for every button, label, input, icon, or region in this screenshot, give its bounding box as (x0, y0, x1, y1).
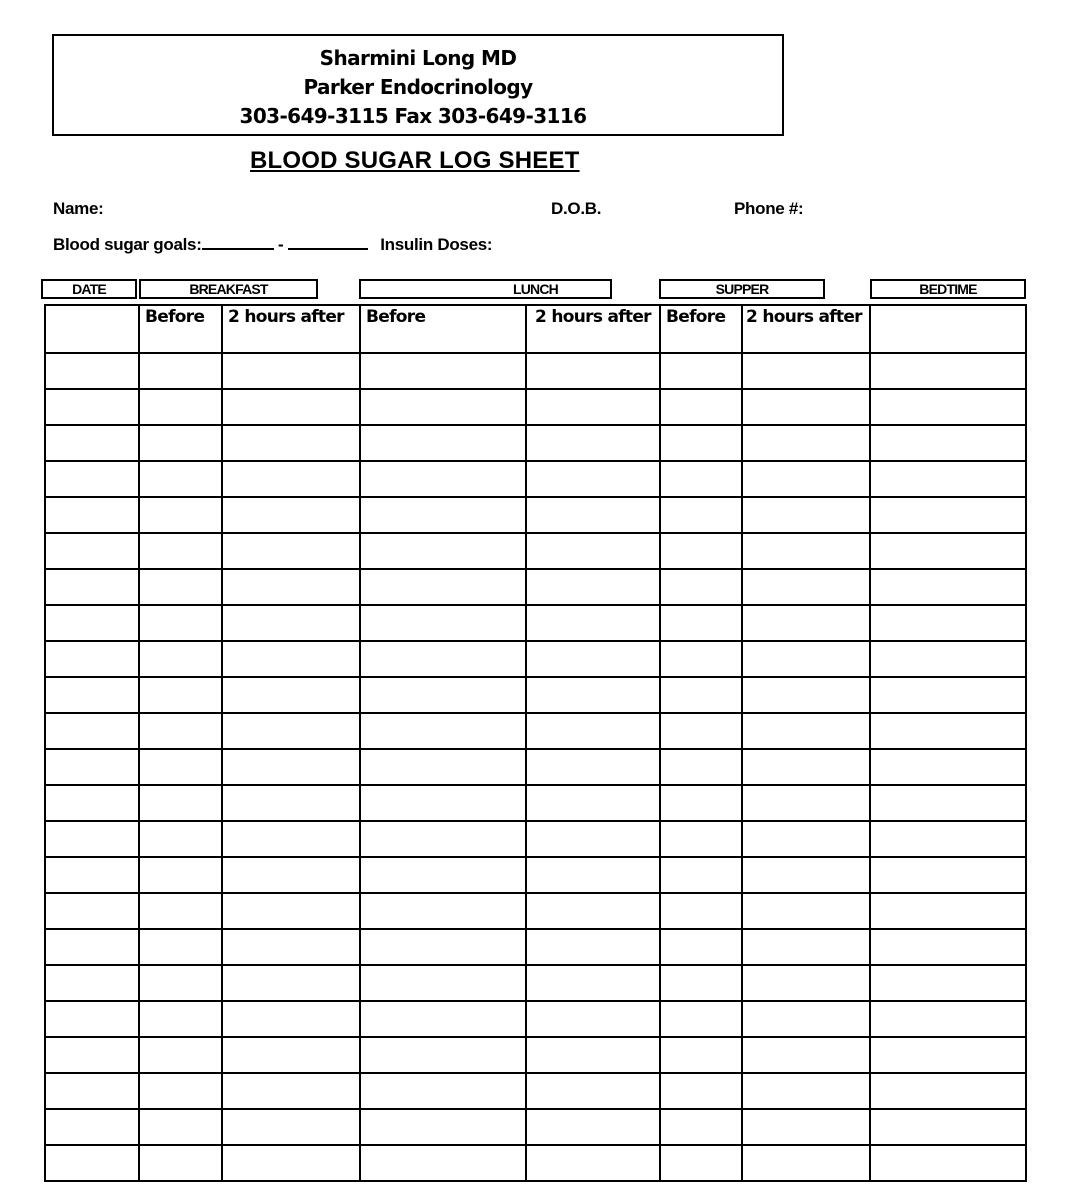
cell-supper-after[interactable] (742, 641, 870, 677)
cell-supper-before[interactable] (660, 641, 742, 677)
table-row (45, 1109, 1026, 1145)
cell-lunch-after[interactable] (526, 1037, 660, 1073)
cell-supper-before[interactable] (660, 749, 742, 785)
cell-bedtime[interactable] (870, 425, 1026, 461)
cell-breakfast-after[interactable] (222, 497, 360, 533)
cell-breakfast-after[interactable] (222, 965, 360, 1001)
cell-lunch-after[interactable] (526, 389, 660, 425)
cell-bedtime[interactable] (870, 533, 1026, 569)
cell-lunch-after[interactable] (526, 425, 660, 461)
cell-supper-before[interactable] (660, 785, 742, 821)
cell-breakfast-after[interactable] (222, 461, 360, 497)
cell-date[interactable] (45, 713, 139, 749)
goals-label: Blood sugar goals: (53, 235, 202, 254)
cell-breakfast-before[interactable] (139, 929, 222, 965)
table-row (45, 497, 1026, 533)
cell-bedtime[interactable] (870, 353, 1026, 389)
phone-label: Phone #: (734, 199, 804, 218)
table-row (45, 425, 1026, 461)
cell-breakfast-before[interactable] (139, 1001, 222, 1037)
cell-supper-after[interactable] (742, 461, 870, 497)
subheader-breakfast-after: 2 hours after (222, 305, 360, 353)
subheader-date (45, 305, 139, 353)
cell-date[interactable] (45, 1145, 139, 1181)
table-row (45, 857, 1026, 893)
log-table (44, 304, 1027, 1182)
cell-breakfast-after[interactable] (222, 1037, 360, 1073)
subheader-lunch-before: Before (360, 305, 526, 353)
table-row (45, 929, 1026, 965)
cell-breakfast-after[interactable] (222, 1001, 360, 1037)
cell-date[interactable] (45, 461, 139, 497)
cell-lunch-after[interactable] (526, 713, 660, 749)
cell-lunch-before[interactable] (360, 641, 526, 677)
table-row (45, 533, 1026, 569)
cell-bedtime[interactable] (870, 713, 1026, 749)
cell-date[interactable] (45, 389, 139, 425)
cell-lunch-before[interactable] (360, 677, 526, 713)
table-row (45, 461, 1026, 497)
subheader-breakfast-before: Before (139, 305, 222, 353)
cell-lunch-before[interactable] (360, 821, 526, 857)
cell-breakfast-after[interactable] (222, 641, 360, 677)
cell-bedtime[interactable] (870, 749, 1026, 785)
cell-supper-before[interactable] (660, 893, 742, 929)
cell-date[interactable] (45, 641, 139, 677)
clinic-header-box (52, 34, 784, 136)
cell-supper-before[interactable] (660, 497, 742, 533)
cell-supper-before[interactable] (660, 857, 742, 893)
cell-lunch-before[interactable] (360, 497, 526, 533)
cell-breakfast-before[interactable] (139, 1037, 222, 1073)
cell-supper-before[interactable] (660, 965, 742, 1001)
cell-breakfast-before[interactable] (139, 965, 222, 1001)
cell-lunch-before[interactable] (360, 1001, 526, 1037)
cell-breakfast-before[interactable] (139, 353, 222, 389)
cell-breakfast-before[interactable] (139, 821, 222, 857)
cell-bedtime[interactable] (870, 641, 1026, 677)
cell-breakfast-before[interactable] (139, 605, 222, 641)
cell-date[interactable] (45, 749, 139, 785)
table-row (45, 749, 1026, 785)
cell-supper-after[interactable] (742, 785, 870, 821)
cell-bedtime[interactable] (870, 785, 1026, 821)
cell-supper-before[interactable] (660, 1109, 742, 1145)
cell-date[interactable] (45, 893, 139, 929)
cell-bedtime[interactable] (870, 497, 1026, 533)
cell-supper-before[interactable] (660, 929, 742, 965)
cell-breakfast-after[interactable] (222, 425, 360, 461)
cell-supper-after[interactable] (742, 929, 870, 965)
cell-lunch-after[interactable] (526, 785, 660, 821)
cell-supper-before[interactable] (660, 569, 742, 605)
cell-bedtime[interactable] (870, 605, 1026, 641)
table-row (45, 641, 1026, 677)
cell-date[interactable] (45, 497, 139, 533)
cell-supper-before[interactable] (660, 425, 742, 461)
cell-lunch-after[interactable] (526, 821, 660, 857)
cell-lunch-before[interactable] (360, 713, 526, 749)
cell-breakfast-after[interactable] (222, 929, 360, 965)
goals-separator: - (278, 235, 284, 254)
meal-header-supper: SUPPER (659, 279, 825, 299)
cell-breakfast-after[interactable] (222, 1109, 360, 1145)
cell-date[interactable] (45, 569, 139, 605)
cell-date[interactable] (45, 821, 139, 857)
subheader-row (45, 305, 1026, 353)
cell-lunch-after[interactable] (526, 1073, 660, 1109)
doctor-name: Sharmini Long MD (319, 46, 517, 70)
cell-supper-after[interactable] (742, 1001, 870, 1037)
goal-max-blank[interactable] (288, 234, 368, 250)
table-row (45, 1037, 1026, 1073)
cell-lunch-before[interactable] (360, 785, 526, 821)
sheet-title: BLOOD SUGAR LOG SHEET (250, 147, 580, 174)
cell-lunch-before[interactable] (360, 857, 526, 893)
cell-supper-after[interactable] (742, 425, 870, 461)
cell-supper-before[interactable] (660, 389, 742, 425)
cell-breakfast-before[interactable] (139, 713, 222, 749)
cell-supper-after[interactable] (742, 1037, 870, 1073)
cell-supper-after[interactable] (742, 389, 870, 425)
cell-lunch-before[interactable] (360, 533, 526, 569)
cell-bedtime[interactable] (870, 1073, 1026, 1109)
goal-min-blank[interactable] (202, 234, 274, 250)
cell-date[interactable] (45, 1073, 139, 1109)
cell-breakfast-after[interactable] (222, 1073, 360, 1109)
practice-name: Parker Endocrinology (303, 75, 533, 99)
cell-supper-before[interactable] (660, 1001, 742, 1037)
cell-breakfast-before[interactable] (139, 857, 222, 893)
cell-breakfast-before[interactable] (139, 461, 222, 497)
cell-lunch-before[interactable] (360, 893, 526, 929)
contact-numbers: 303-649-3115 Fax 303-649-3116 (239, 104, 587, 128)
meal-header-breakfast: BREAKFAST (139, 279, 318, 299)
insulin-label: Insulin Doses: (380, 235, 493, 254)
table-row (45, 569, 1026, 605)
cell-lunch-after[interactable] (526, 569, 660, 605)
cell-lunch-after[interactable] (526, 749, 660, 785)
cell-lunch-after[interactable] (526, 929, 660, 965)
cell-date[interactable] (45, 1001, 139, 1037)
cell-bedtime[interactable] (870, 893, 1026, 929)
cell-supper-after[interactable] (742, 1109, 870, 1145)
cell-breakfast-after[interactable] (222, 677, 360, 713)
cell-lunch-after[interactable] (526, 1145, 660, 1181)
cell-supper-after[interactable] (742, 893, 870, 929)
cell-date[interactable] (45, 785, 139, 821)
cell-supper-before[interactable] (660, 677, 742, 713)
cell-breakfast-before[interactable] (139, 785, 222, 821)
cell-date[interactable] (45, 1037, 139, 1073)
cell-breakfast-before[interactable] (139, 533, 222, 569)
cell-lunch-before[interactable] (360, 461, 526, 497)
cell-breakfast-after[interactable] (222, 1145, 360, 1181)
cell-date[interactable] (45, 677, 139, 713)
cell-date[interactable] (45, 1109, 139, 1145)
cell-bedtime[interactable] (870, 965, 1026, 1001)
cell-lunch-after[interactable] (526, 893, 660, 929)
cell-supper-after[interactable] (742, 965, 870, 1001)
cell-lunch-before[interactable] (360, 1037, 526, 1073)
cell-breakfast-after[interactable] (222, 749, 360, 785)
cell-breakfast-before[interactable] (139, 425, 222, 461)
cell-breakfast-after[interactable] (222, 605, 360, 641)
cell-breakfast-before[interactable] (139, 1145, 222, 1181)
meal-header-bedtime: BEDTIME (870, 279, 1026, 299)
cell-lunch-after[interactable] (526, 857, 660, 893)
cell-lunch-before[interactable] (360, 425, 526, 461)
cell-breakfast-after[interactable] (222, 785, 360, 821)
cell-breakfast-after[interactable] (222, 533, 360, 569)
cell-breakfast-after[interactable] (222, 713, 360, 749)
cell-supper-before[interactable] (660, 533, 742, 569)
cell-breakfast-before[interactable] (139, 497, 222, 533)
table-row (45, 1073, 1026, 1109)
table-row (45, 713, 1026, 749)
cell-lunch-after[interactable] (526, 533, 660, 569)
cell-breakfast-after[interactable] (222, 353, 360, 389)
cell-lunch-before[interactable] (360, 389, 526, 425)
cell-breakfast-before[interactable] (139, 1073, 222, 1109)
table-row (45, 677, 1026, 713)
cell-lunch-before[interactable] (360, 605, 526, 641)
cell-bedtime[interactable] (870, 1109, 1026, 1145)
cell-supper-before[interactable] (660, 605, 742, 641)
cell-supper-before[interactable] (660, 461, 742, 497)
cell-lunch-before[interactable] (360, 353, 526, 389)
cell-supper-after[interactable] (742, 353, 870, 389)
cell-lunch-before[interactable] (360, 749, 526, 785)
cell-lunch-after[interactable] (526, 677, 660, 713)
cell-lunch-after[interactable] (526, 1001, 660, 1037)
table-row (45, 605, 1026, 641)
goals-line (53, 234, 492, 255)
meal-header-date: DATE (41, 279, 137, 299)
cell-breakfast-before[interactable] (139, 389, 222, 425)
cell-breakfast-before[interactable] (139, 1109, 222, 1145)
cell-lunch-after[interactable] (526, 461, 660, 497)
cell-breakfast-before[interactable] (139, 749, 222, 785)
cell-supper-after[interactable] (742, 1073, 870, 1109)
subheader-supper-before: Before (660, 305, 742, 353)
cell-supper-before[interactable] (660, 1073, 742, 1109)
cell-bedtime[interactable] (870, 857, 1026, 893)
cell-supper-after[interactable] (742, 569, 870, 605)
table-row (45, 1001, 1026, 1037)
cell-breakfast-after[interactable] (222, 821, 360, 857)
cell-supper-after[interactable] (742, 857, 870, 893)
cell-supper-before[interactable] (660, 1037, 742, 1073)
table-row (45, 389, 1026, 425)
cell-supper-before[interactable] (660, 353, 742, 389)
table-row (45, 1145, 1026, 1181)
table-row (45, 893, 1026, 929)
cell-bedtime[interactable] (870, 821, 1026, 857)
cell-supper-before[interactable] (660, 713, 742, 749)
cell-bedtime[interactable] (870, 1001, 1026, 1037)
cell-date[interactable] (45, 605, 139, 641)
cell-date[interactable] (45, 425, 139, 461)
cell-bedtime[interactable] (870, 569, 1026, 605)
cell-bedtime[interactable] (870, 1037, 1026, 1073)
cell-breakfast-after[interactable] (222, 569, 360, 605)
dob-label: D.O.B. (551, 199, 602, 218)
table-row (45, 785, 1026, 821)
cell-lunch-after[interactable] (526, 497, 660, 533)
cell-supper-after[interactable] (742, 1145, 870, 1181)
cell-date[interactable] (45, 965, 139, 1001)
cell-lunch-before[interactable] (360, 965, 526, 1001)
cell-bedtime[interactable] (870, 461, 1026, 497)
cell-lunch-after[interactable] (526, 965, 660, 1001)
cell-breakfast-before[interactable] (139, 641, 222, 677)
cell-lunch-before[interactable] (360, 1109, 526, 1145)
table-row (45, 965, 1026, 1001)
cell-breakfast-before[interactable] (139, 677, 222, 713)
cell-lunch-after[interactable] (526, 605, 660, 641)
cell-supper-after[interactable] (742, 533, 870, 569)
subheader-lunch-after: 2 hours after (526, 305, 660, 353)
cell-lunch-after[interactable] (526, 353, 660, 389)
table-row (45, 821, 1026, 857)
cell-supper-after[interactable] (742, 749, 870, 785)
table-row (45, 353, 1026, 389)
cell-lunch-before[interactable] (360, 569, 526, 605)
cell-date[interactable] (45, 353, 139, 389)
cell-supper-before[interactable] (660, 1145, 742, 1181)
cell-lunch-before[interactable] (360, 929, 526, 965)
cell-lunch-after[interactable] (526, 1109, 660, 1145)
cell-breakfast-after[interactable] (222, 857, 360, 893)
cell-bedtime[interactable] (870, 929, 1026, 965)
cell-breakfast-before[interactable] (139, 893, 222, 929)
cell-supper-after[interactable] (742, 497, 870, 533)
cell-supper-after[interactable] (742, 713, 870, 749)
cell-date[interactable] (45, 929, 139, 965)
cell-bedtime[interactable] (870, 1145, 1026, 1181)
cell-bedtime[interactable] (870, 389, 1026, 425)
cell-supper-after[interactable] (742, 605, 870, 641)
cell-lunch-before[interactable] (360, 1145, 526, 1181)
subheader-bedtime (870, 305, 1026, 353)
cell-supper-before[interactable] (660, 821, 742, 857)
meal-header-lunch: LUNCH (359, 279, 612, 299)
cell-date[interactable] (45, 857, 139, 893)
cell-supper-after[interactable] (742, 677, 870, 713)
cell-breakfast-before[interactable] (139, 569, 222, 605)
name-label: Name: (53, 199, 104, 218)
cell-date[interactable] (45, 533, 139, 569)
cell-lunch-after[interactable] (526, 641, 660, 677)
subheader-supper-after: 2 hours after (742, 305, 870, 353)
cell-breakfast-after[interactable] (222, 893, 360, 929)
cell-lunch-before[interactable] (360, 1073, 526, 1109)
cell-supper-after[interactable] (742, 821, 870, 857)
cell-breakfast-after[interactable] (222, 389, 360, 425)
cell-bedtime[interactable] (870, 677, 1026, 713)
